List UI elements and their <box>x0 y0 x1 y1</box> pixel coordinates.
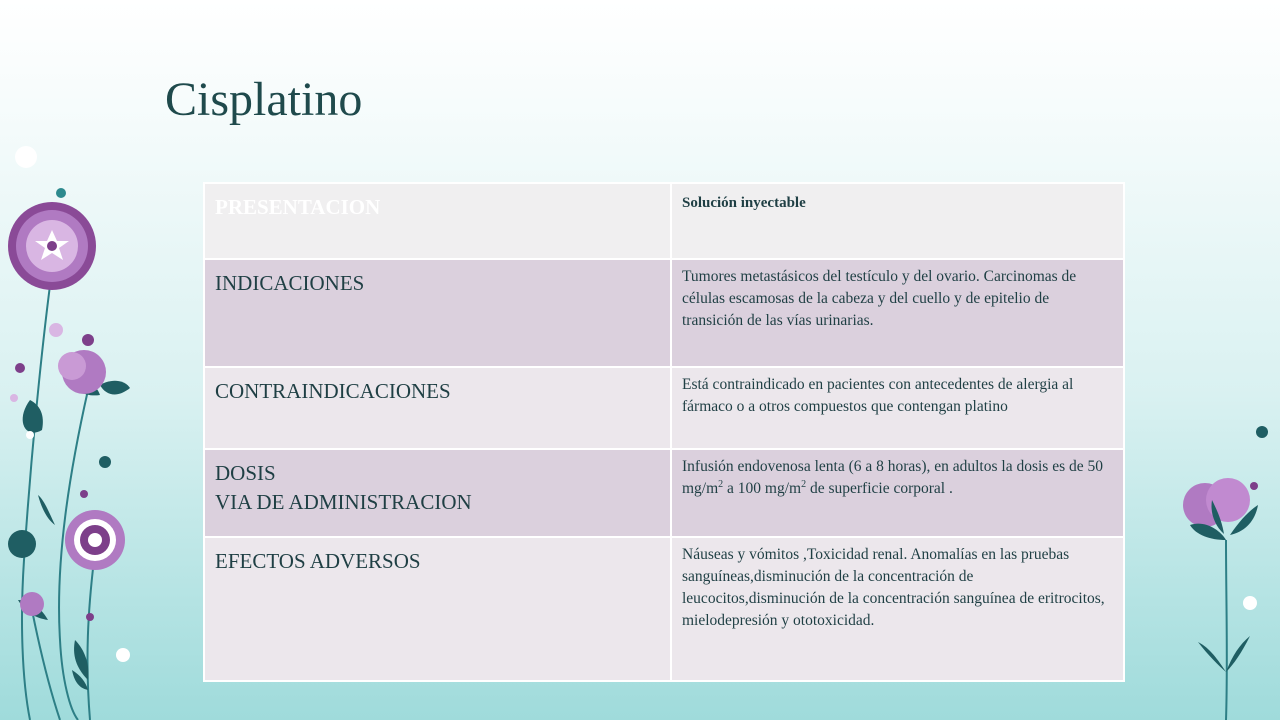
dose-text: Infusión endovenosa lenta (6 a 8 horas), en adultos la dosis es de 50 mg/m <box>682 458 1103 497</box>
stem-icon <box>22 270 94 720</box>
row-label <box>204 259 671 367</box>
dose-superscript: 2 <box>718 478 724 490</box>
row-label <box>204 449 671 537</box>
table-row <box>204 183 1124 259</box>
row-value: Tumores metastásicos del testículo y del ovario. Carcinomas de células escamosas de la cabeza y del cuello y de epitelio de transición de las vías urinarias. <box>671 259 1124 367</box>
table-row <box>204 259 1124 367</box>
dot-icon <box>56 188 66 198</box>
row-label-text: PRESENTACION <box>215 195 381 219</box>
table-row <box>204 367 1124 449</box>
row-value: Está contraindicado en pacientes con antecedentes de alergia al fármaco o a otros compuestos que contengan platino <box>671 367 1124 449</box>
dose-superscript: 2 <box>801 478 807 490</box>
flower-icon <box>58 350 106 394</box>
leaf-icon <box>18 360 130 690</box>
dose-text: de superficie corporal . <box>806 480 953 497</box>
row-label-text: VIA DE ADMINISTRACION <box>215 490 472 514</box>
row-label <box>204 183 671 259</box>
flower-icon <box>1183 478 1258 540</box>
row-value <box>671 449 1124 537</box>
slide-title: Cisplatino <box>165 73 363 126</box>
drug-info-table <box>203 182 1125 682</box>
flower-icon <box>65 510 125 570</box>
row-label <box>204 367 671 449</box>
table-row <box>204 537 1124 681</box>
row-label-text: INDICACIONES <box>215 271 365 295</box>
row-value: Náuseas y vómitos ,Toxicidad renal. Anomalías en las pruebas sanguíneas,disminución de la concentración de leucocitos,disminución de la concentración sanguínea de eritrocitos, mielodepresión y ototoxicidad. <box>671 537 1124 681</box>
row-label-text: DOSIS <box>215 461 276 485</box>
stem-icon <box>1226 540 1227 720</box>
leaf-icon <box>1198 636 1250 672</box>
dot-icon <box>10 394 18 402</box>
table-row <box>204 449 1124 537</box>
row-value: Solución inyectable <box>671 183 1124 259</box>
dot-icon <box>49 323 63 337</box>
row-label-text: CONTRAINDICACIONES <box>215 379 451 403</box>
row-label-text: EFECTOS ADVERSOS <box>215 549 421 573</box>
flower-icon <box>20 592 44 616</box>
row-label <box>204 537 671 681</box>
flower-icon <box>8 202 96 290</box>
dose-text: a 100 mg/m <box>723 480 802 497</box>
